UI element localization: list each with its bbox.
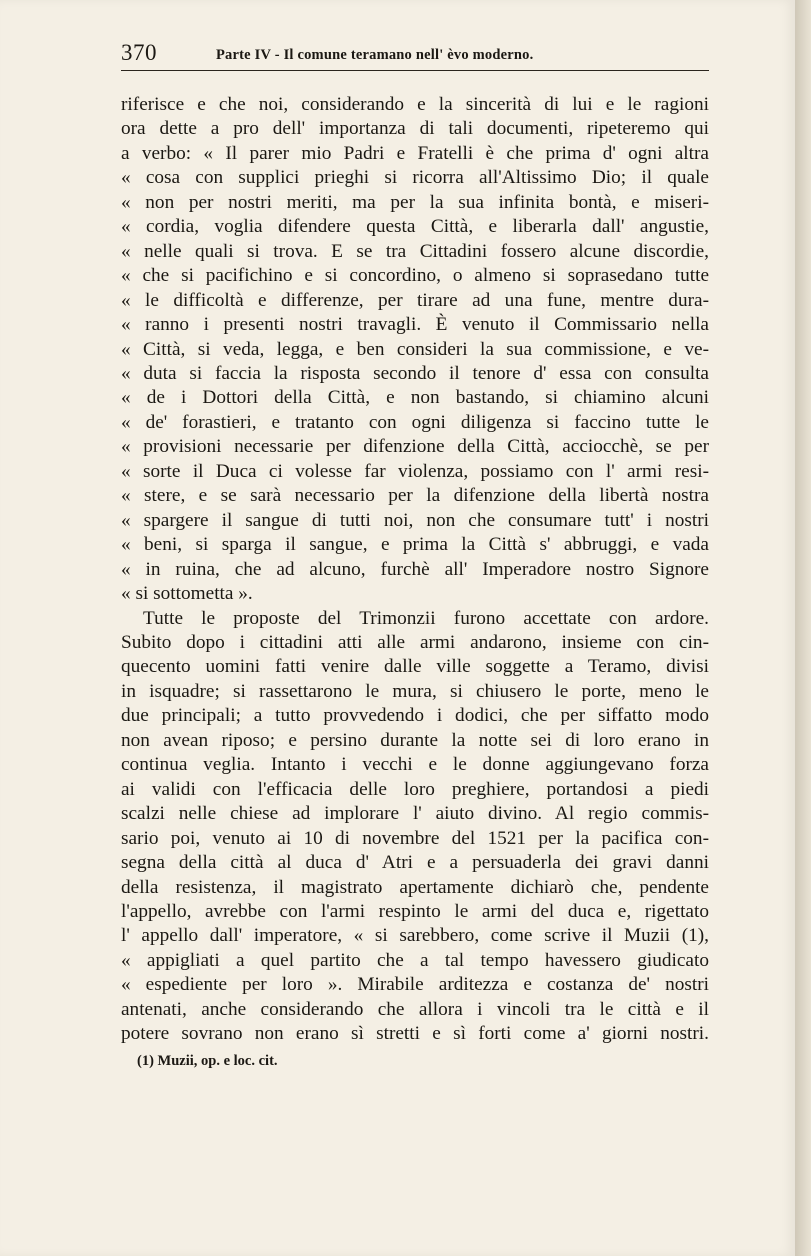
text-line: « spargere il sangue di tutti noi, non che consumare tutt' i nostri: [121, 509, 709, 531]
text-line: quecento uomini fatti venire dalle ville soggette a Teramo, divisi: [121, 656, 709, 678]
text-line: continua veglia. Intanto i vecchi e le donne aggiungevano forza: [121, 754, 709, 776]
text-line: « sorte il Duca ci volesse far violenza, possiamo con l' armi resi-: [121, 460, 709, 482]
page-gutter: [795, 0, 811, 1256]
text-line: « de' forastieri, e tratanto con ogni diligenza si faccino tutte le: [121, 411, 709, 433]
text-line: « beni, si sparga il sangue, e prima la Città s' abbruggi, e vada: [121, 534, 709, 556]
text-line: « de i Dottori della Città, e non bastando, si chiamino alcuni: [121, 387, 709, 409]
text-line: l' appello dall' imperatore, « si sarebbero, come scrive il Muzii (1),: [121, 925, 709, 947]
running-head: Parte IV - Il comune teramano nell' èvo moderno.: [216, 47, 534, 63]
text-line: « cordia, voglia difendere questa Città, e liberarla dall' angustie,: [121, 216, 709, 238]
text-line: Tutte le proposte del Trimonzii furono accettate con ardore.: [143, 607, 709, 629]
page-header: [121, 40, 709, 71]
text-line: Subito dopo i cittadini atti alle armi andarono, insieme con cin-: [121, 631, 709, 653]
text-line: « stere, e se sarà necessario per la difenzione della libertà nostra: [121, 485, 709, 507]
footnote: (1) Muzii, op. e loc. cit.: [137, 1053, 278, 1069]
text-line: « si sottometta ».: [121, 583, 253, 605]
text-line: antenati, anche considerando che allora i vincoli tra le città e il: [121, 998, 709, 1020]
text-line: della resistenza, il magistrato apertamente dichiarò che, pendente: [121, 876, 709, 898]
text-line: due principali; a tutto provvedendo i dodici, che per siffatto modo: [121, 705, 709, 727]
text-line: « nelle quali si trova. E se tra Cittadini fossero alcune discordie,: [121, 240, 709, 262]
text-line: « che si pacifichino e si concordino, o almeno si soprasedano tutte: [121, 265, 709, 287]
text-line: potere sovrano non erano sì stretti e sì forti come a' giorni nostri.: [121, 1023, 709, 1045]
text-line: riferisce e che noi, considerando e la sincerità di lui e le ragioni: [121, 94, 709, 115]
text-line: « cosa con supplici prieghi si ricorra all'Altissimo Dio; il quale: [121, 167, 709, 189]
page-number: 370: [121, 40, 157, 65]
text-line: « provisioni necessarie per difenzione della Città, acciocchè, se per: [121, 436, 709, 458]
text-line: « non per nostri meriti, ma per la sua infinita bontà, e miseri-: [121, 191, 709, 213]
text-line: « Città, si veda, legga, e ben consideri la sua commissione, e ve-: [121, 338, 709, 360]
body-text: [121, 93, 709, 1047]
text-line: in isquadre; si rassettarono le mura, si chiusero le porte, meno le: [121, 680, 709, 702]
text-line: scalzi nelle chiese ad implorare l' aiuto divino. Al regio commis-: [121, 803, 709, 825]
text-line: « espediente per loro ». Mirabile arditezza e costanza de' nostri: [121, 974, 709, 996]
text-line: ai validi con l'efficacia delle loro preghiere, portandosi a piedi: [121, 778, 709, 800]
text-line: ora dette a pro dell' importanza di tali documenti, ripeteremo qui: [121, 118, 709, 140]
text-line: a verbo: « Il parer mio Padri e Fratelli è che prima d' ogni altra: [121, 142, 709, 164]
text-line: « le difficoltà e differenze, per tirare ad una fune, mentre dura-: [121, 289, 709, 311]
text-line: non avean riposo; e persino durante la notte sei di loro erano in: [121, 729, 709, 751]
text-line: « in ruina, che ad alcuno, furchè all' Imperadore nostro Signore: [121, 558, 709, 580]
text-line: l'appello, avrebbe con l'armi respinto le armi del duca e, rigettato: [121, 900, 709, 922]
text-line: « duta si faccia la risposta secondo il tenore d' essa con consulta: [121, 362, 709, 384]
text-line: segna della città al duca d' Atri e a persuaderla dei gravi danni: [121, 852, 709, 874]
text-line: sario poi, venuto ai 10 di novembre del 1521 per la pacifica con-: [121, 827, 709, 849]
text-line: « ranno i presenti nostri travagli. È venuto il Commissario nella: [121, 314, 709, 336]
text-line: « appigliati a quel partito che a tal tempo havessero giudicato: [121, 949, 709, 971]
